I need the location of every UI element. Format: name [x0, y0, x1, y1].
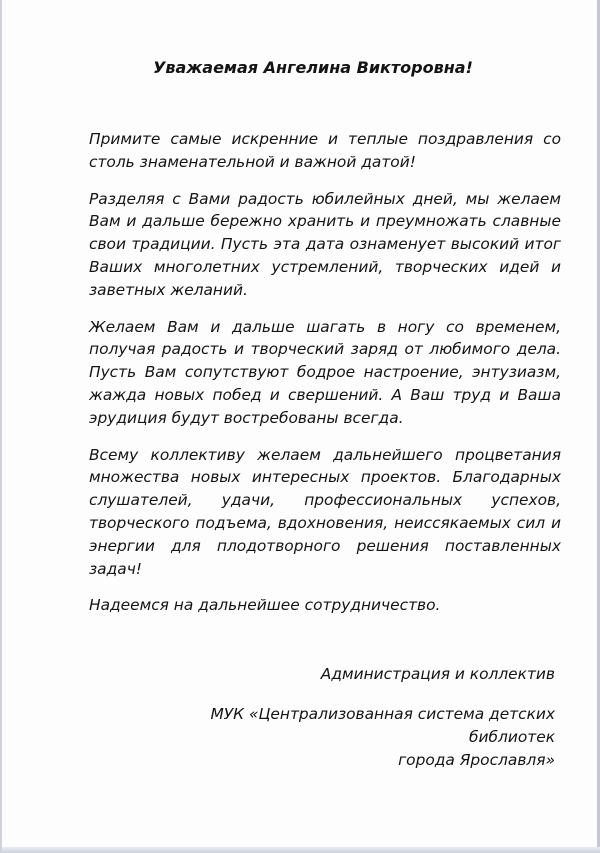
paragraph-traditions: Разделяя с Вами радость юбилейных дней, мы желаем Вам и дальше бережно хранить и преумножать славные свои традиции. Пусть эта дата ознаменует высокий итог Ваших многолетних устремлений, творческих идей и заветных желаний. — [89, 189, 561, 299]
signature-organization — [135, 703, 555, 771]
signature-administration: Администрация и коллектив — [320, 665, 555, 683]
paragraph-cooperation: Надеемся на дальнейшее сотрудничество. — [89, 596, 441, 615]
paragraph-congratulations: Примите самые искренние и теплые поздравления со столь знаменательной и важной датой! — [89, 130, 561, 171]
paragraph-wishes: Желаем Вам и дальше шагать в ногу со временем, получая радость и творческий заряд от любимого дела. Пусть Вам сопутствуют бодрое настроение, энтузиазм, жажда новых побед и свершений. А Ваш труд и Ваша эрудиция будут востребованы всегда. — [89, 317, 561, 427]
signature-organization-line1: МУК «Централизованная система детских библиотек — [210, 705, 555, 746]
salutation: Уважаемая Ангелина Викторовна! — [153, 58, 473, 77]
letter-body — [89, 128, 561, 631]
page-bottom-edge — [2, 847, 600, 853]
paragraph-collective: Всему коллективу желаем дальнейшего процветания множества новых интересных проектов. Благодарных слушателей, удачи, профессиональных успехов, творческого подъема, вдохновения, неиссякаемых сил и энергии для плодотворного решения поставленных задач! — [89, 445, 561, 578]
signature-organization-line2: города Ярославля» — [398, 750, 555, 769]
